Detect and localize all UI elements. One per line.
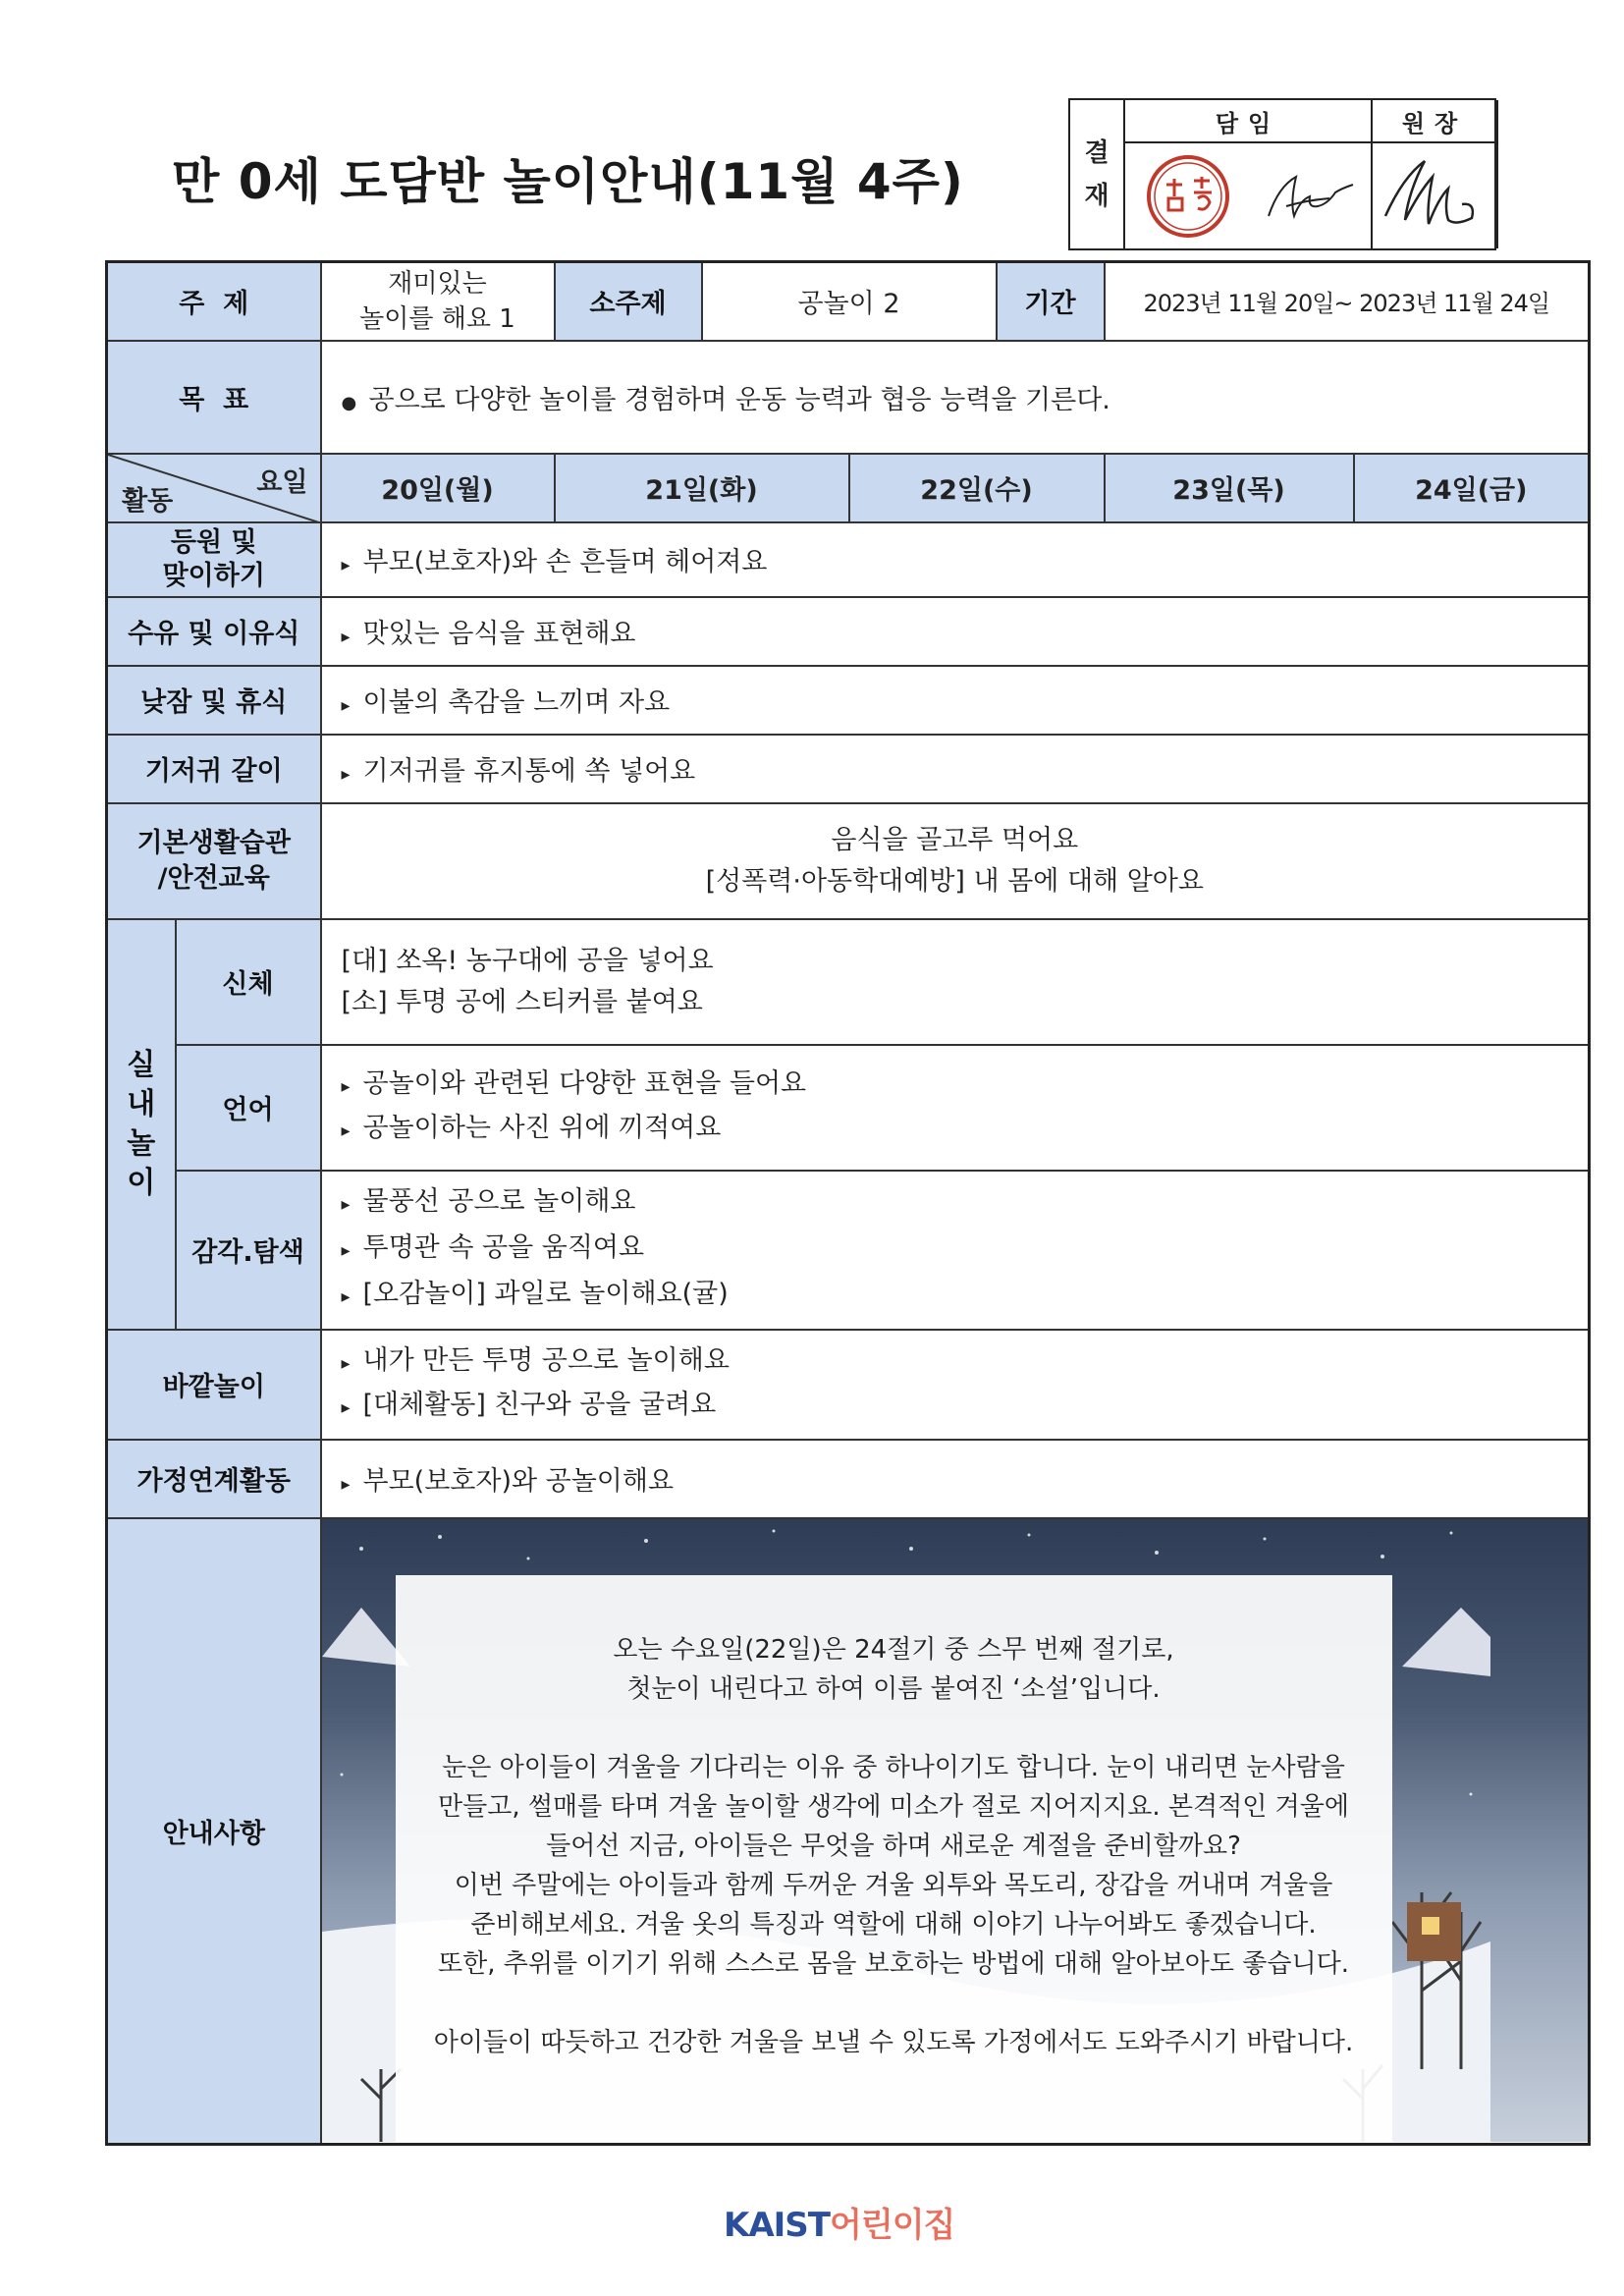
notice-content (321, 1518, 1590, 2145)
triangle-icon: ▸ (341, 1286, 351, 1307)
language-label: 언어 (176, 1045, 321, 1171)
outdoor-label: 바깥놀이 (107, 1330, 321, 1440)
theme-label: 주 제 (107, 262, 321, 341)
teacher-stamp (1125, 143, 1251, 248)
triangle-icon: ▸ (341, 1474, 351, 1495)
goal-value: ● 공으로 다양한 놀이를 경험하며 운동 능력과 협응 능력을 기른다. (321, 341, 1590, 454)
diaper-content: ▸ 기저귀를 휴지통에 쏙 넣어요 (321, 735, 1590, 803)
sensory-content: ▸ 물풍선 공으로 놀이해요 ▸ 투명관 속 공을 움직여요 ▸ [오감놀이] 과일로 놀이해요(귤) (321, 1171, 1590, 1330)
day-activity-corner: 요일 활동 (107, 454, 321, 522)
nap-label: 낮잠 및 휴식 (107, 666, 321, 735)
play-plan-table (105, 260, 1591, 2146)
triangle-icon: ▸ (341, 1075, 351, 1097)
period-value: 2023년 11월 20일~ 2023년 11월 24일 (1105, 262, 1590, 341)
day-tue: 21일(화) (555, 454, 849, 522)
triangle-icon: ▸ (341, 695, 351, 716)
indoor-play-label: 실 내 놀 이 (107, 919, 176, 1330)
day-mon: 20일(월) (321, 454, 555, 522)
language-content: ▸ 공놀이와 관련된 다양한 표현을 들어요 ▸ 공놀이하는 사진 위에 끼적여요 (321, 1045, 1590, 1171)
day-thu: 23일(목) (1105, 454, 1354, 522)
arrival-content: ▸ 부모(보호자)와 손 흔들며 헤어져요 (321, 522, 1590, 597)
subtheme-value: 공놀이 2 (702, 262, 997, 341)
habits-content: 음식을 골고루 먹어요 [성폭력·아동학대예방] 내 몸에 대해 알아요 (321, 803, 1590, 919)
feeding-content: ▸ 맛있는 음식을 표현해요 (321, 597, 1590, 666)
sensory-label: 감각.탐색 (176, 1171, 321, 1330)
notice-label: 안내사항 (107, 1518, 321, 2145)
home-label: 가정연계활동 (107, 1440, 321, 1518)
feeding-label: 수유 및 이유식 (107, 597, 321, 666)
kaist-daycare-logo: KAIST어린이집 (724, 2206, 955, 2245)
outdoor-content: ▸ 내가 만든 투명 공으로 놀이해요 ▸ [대체활동] 친구와 공을 굴려요 (321, 1330, 1590, 1440)
triangle-icon: ▸ (341, 627, 351, 647)
nap-content: ▸ 이불의 촉감을 느끼며 자요 (321, 666, 1590, 735)
triangle-icon: ▸ (341, 764, 351, 785)
triangle-icon: ▸ (341, 555, 351, 575)
goal-label: 목 표 (107, 341, 321, 454)
habits-label: 기본생활습관 /안전교육 (107, 803, 321, 919)
teacher-signature (1251, 143, 1373, 248)
triangle-icon: ▸ (341, 1352, 351, 1374)
winter-scene-illustration (322, 1519, 1589, 2142)
subtheme-label: 소주제 (555, 262, 702, 341)
director-signature (1373, 143, 1498, 248)
notice-paper: 오는 수요일(22일)은 24절기 중 스무 번째 절기로, 첫눈이 내린다고 하여 이름 붙여진 ‘소설’입니다. 눈은 아이들이 겨울을 기다리는 이유 중 하나이기도 합니다. 눈이 내리면 눈사람을 만들고, 썰매를 타며 겨울 놀이할 생각에 미소가 절로 지어지지요. 본격적인 겨울에 들어선 지금, 아이들은 무엇을 하며 새로운 계절을 준비할까요? 이번 주말에는 아이들과 함께 두꺼운 겨울 외투와 목도리, 장갑을 꺼내며 겨울을 준비해보세요. 겨울 옷의 특징과 역할에 대해 이야기 나누어봐도 좋겠습니다. 또한, 추위를 이기기 위해 스스로 몸을 보호하는 방법에 대해 알아보아도 좋습니다. 아이들이 따듯하고 건강한 겨울을 보낼 수 있도록 가정에서도 도와주시기 바랍니다. (396, 1575, 1392, 2142)
arrival-label: 등원 및 맞이하기 (107, 522, 321, 597)
period-label: 기간 (997, 262, 1105, 341)
theme-value: 재미있는 놀이를 해요 1 (321, 262, 555, 341)
home-content: ▸ 부모(보호자)와 공놀이해요 (321, 1440, 1590, 1518)
head-teacher-header: 담임 (1125, 100, 1373, 143)
day-wed: 22일(수) (849, 454, 1105, 522)
day-fri: 24일(금) (1354, 454, 1590, 522)
director-header: 원장 (1373, 100, 1498, 143)
page-title: 만 0세 도담반 놀이안내(11월 4주) (172, 153, 964, 210)
approval-label: 결 재 (1070, 100, 1125, 248)
triangle-icon: ▸ (341, 1240, 351, 1261)
physical-content: [대] 쏘옥! 농구대에 공을 넣어요 [소] 투명 공에 스티커를 붙여요 (321, 919, 1590, 1045)
triangle-icon: ▸ (341, 1396, 351, 1418)
triangle-icon: ▸ (341, 1120, 351, 1141)
diaper-label: 기저귀 갈이 (107, 735, 321, 803)
physical-label: 신체 (176, 919, 321, 1045)
approval-box (1068, 98, 1496, 250)
bullet-icon: ● (341, 392, 357, 413)
triangle-icon: ▸ (341, 1194, 351, 1215)
